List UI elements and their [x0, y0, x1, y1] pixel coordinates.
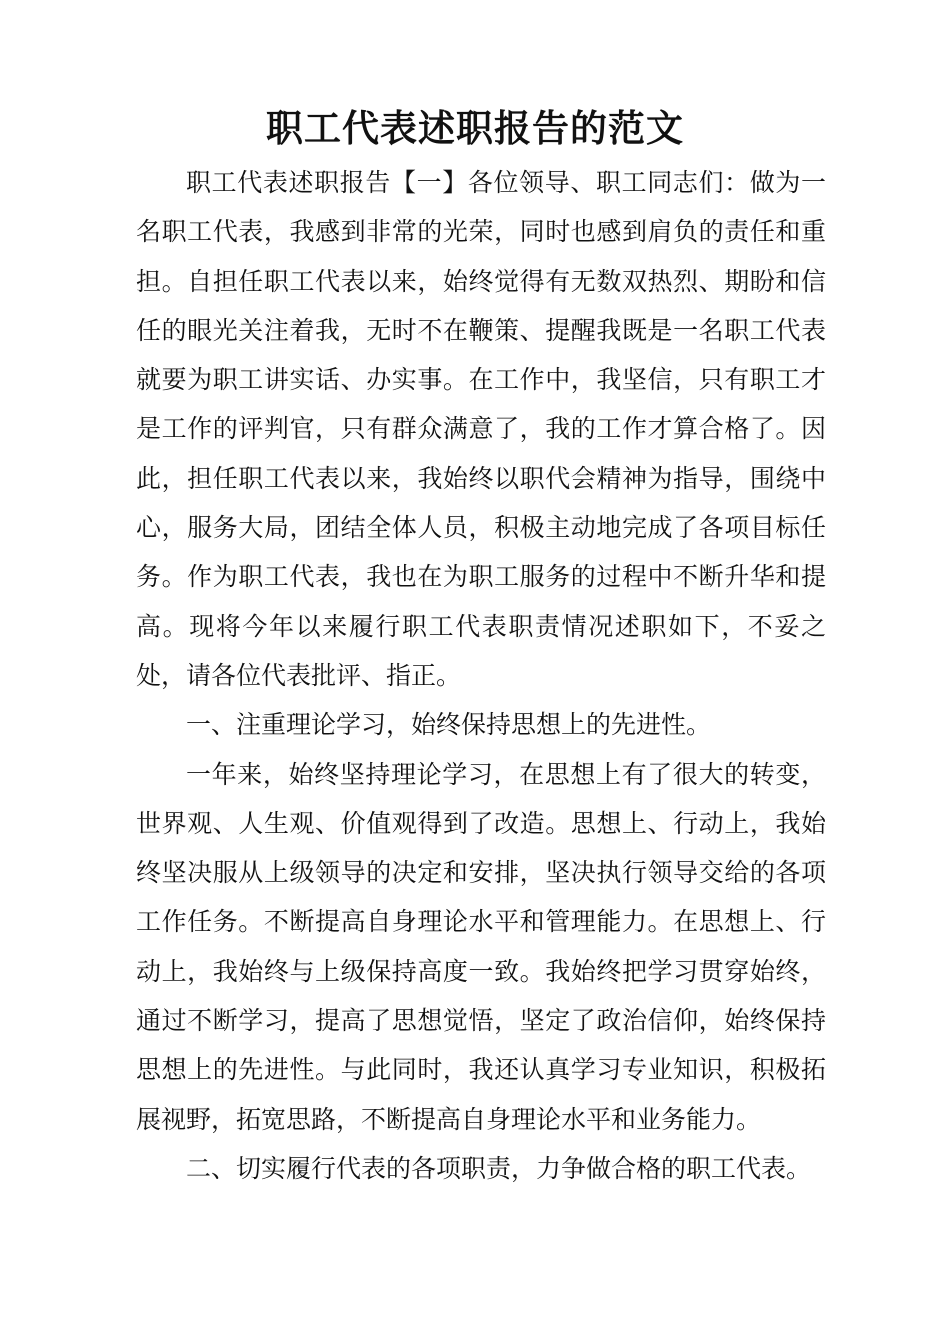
section-heading-2: 二、切实履行代表的各项职责，力争做合格的职工代表。 [186, 1153, 812, 1183]
paragraph-section-1: 一年来，始终坚持理论学习，在思想上有了很大的转变，世界观、人生观、价值观得到了改造。思想上、行动上，我始终坚决服从上级领导的决定和安排，坚决执行领导交给的各项工作任务。不断提高自身理论水平和管理能力。在思想上、行动上，我始终与上级保持高度一致。我始终把学习贯穿始终，通过不断学习，提高了思想觉悟，坚定了政治信仰，始终保持思想上的先进性。与此同时，我还认真学习专业知识，积极拓展视野，拓宽思路，不断提高自身理论水平和业务能力。 [136, 759, 826, 1134]
section-heading-1: 一、注重理论学习，始终保持思想上的先进性。 [186, 710, 712, 740]
document-body [136, 158, 826, 1193]
document-title: 职工代表述职报告的范文 [266, 106, 684, 150]
paragraph-intro: 职工代表述职报告【一】各位领导、职工同志们：做为一名职工代表，我感到非常的光荣，同时也感到肩负的责任和重担。自担任职工代表以来，始终觉得有无数双热烈、期盼和信任的眼光关注着我，无时不在鞭策、提醒我既是一名职工代表就要为职工讲实话、办实事。在工作中，我坚信，只有职工才是工作的评判官，只有群众满意了，我的工作才算合格了。因此，担任职工代表以来，我始终以职代会精神为指导，围绕中心，服务大局，团结全体人员，积极主动地完成了各项目标任务。作为职工代表，我也在为职工服务的过程中不断升华和提高。现将今年以来履行职工代表职责情况述职如下，不妥之处，请各位代表批评、指正。 [136, 168, 826, 690]
